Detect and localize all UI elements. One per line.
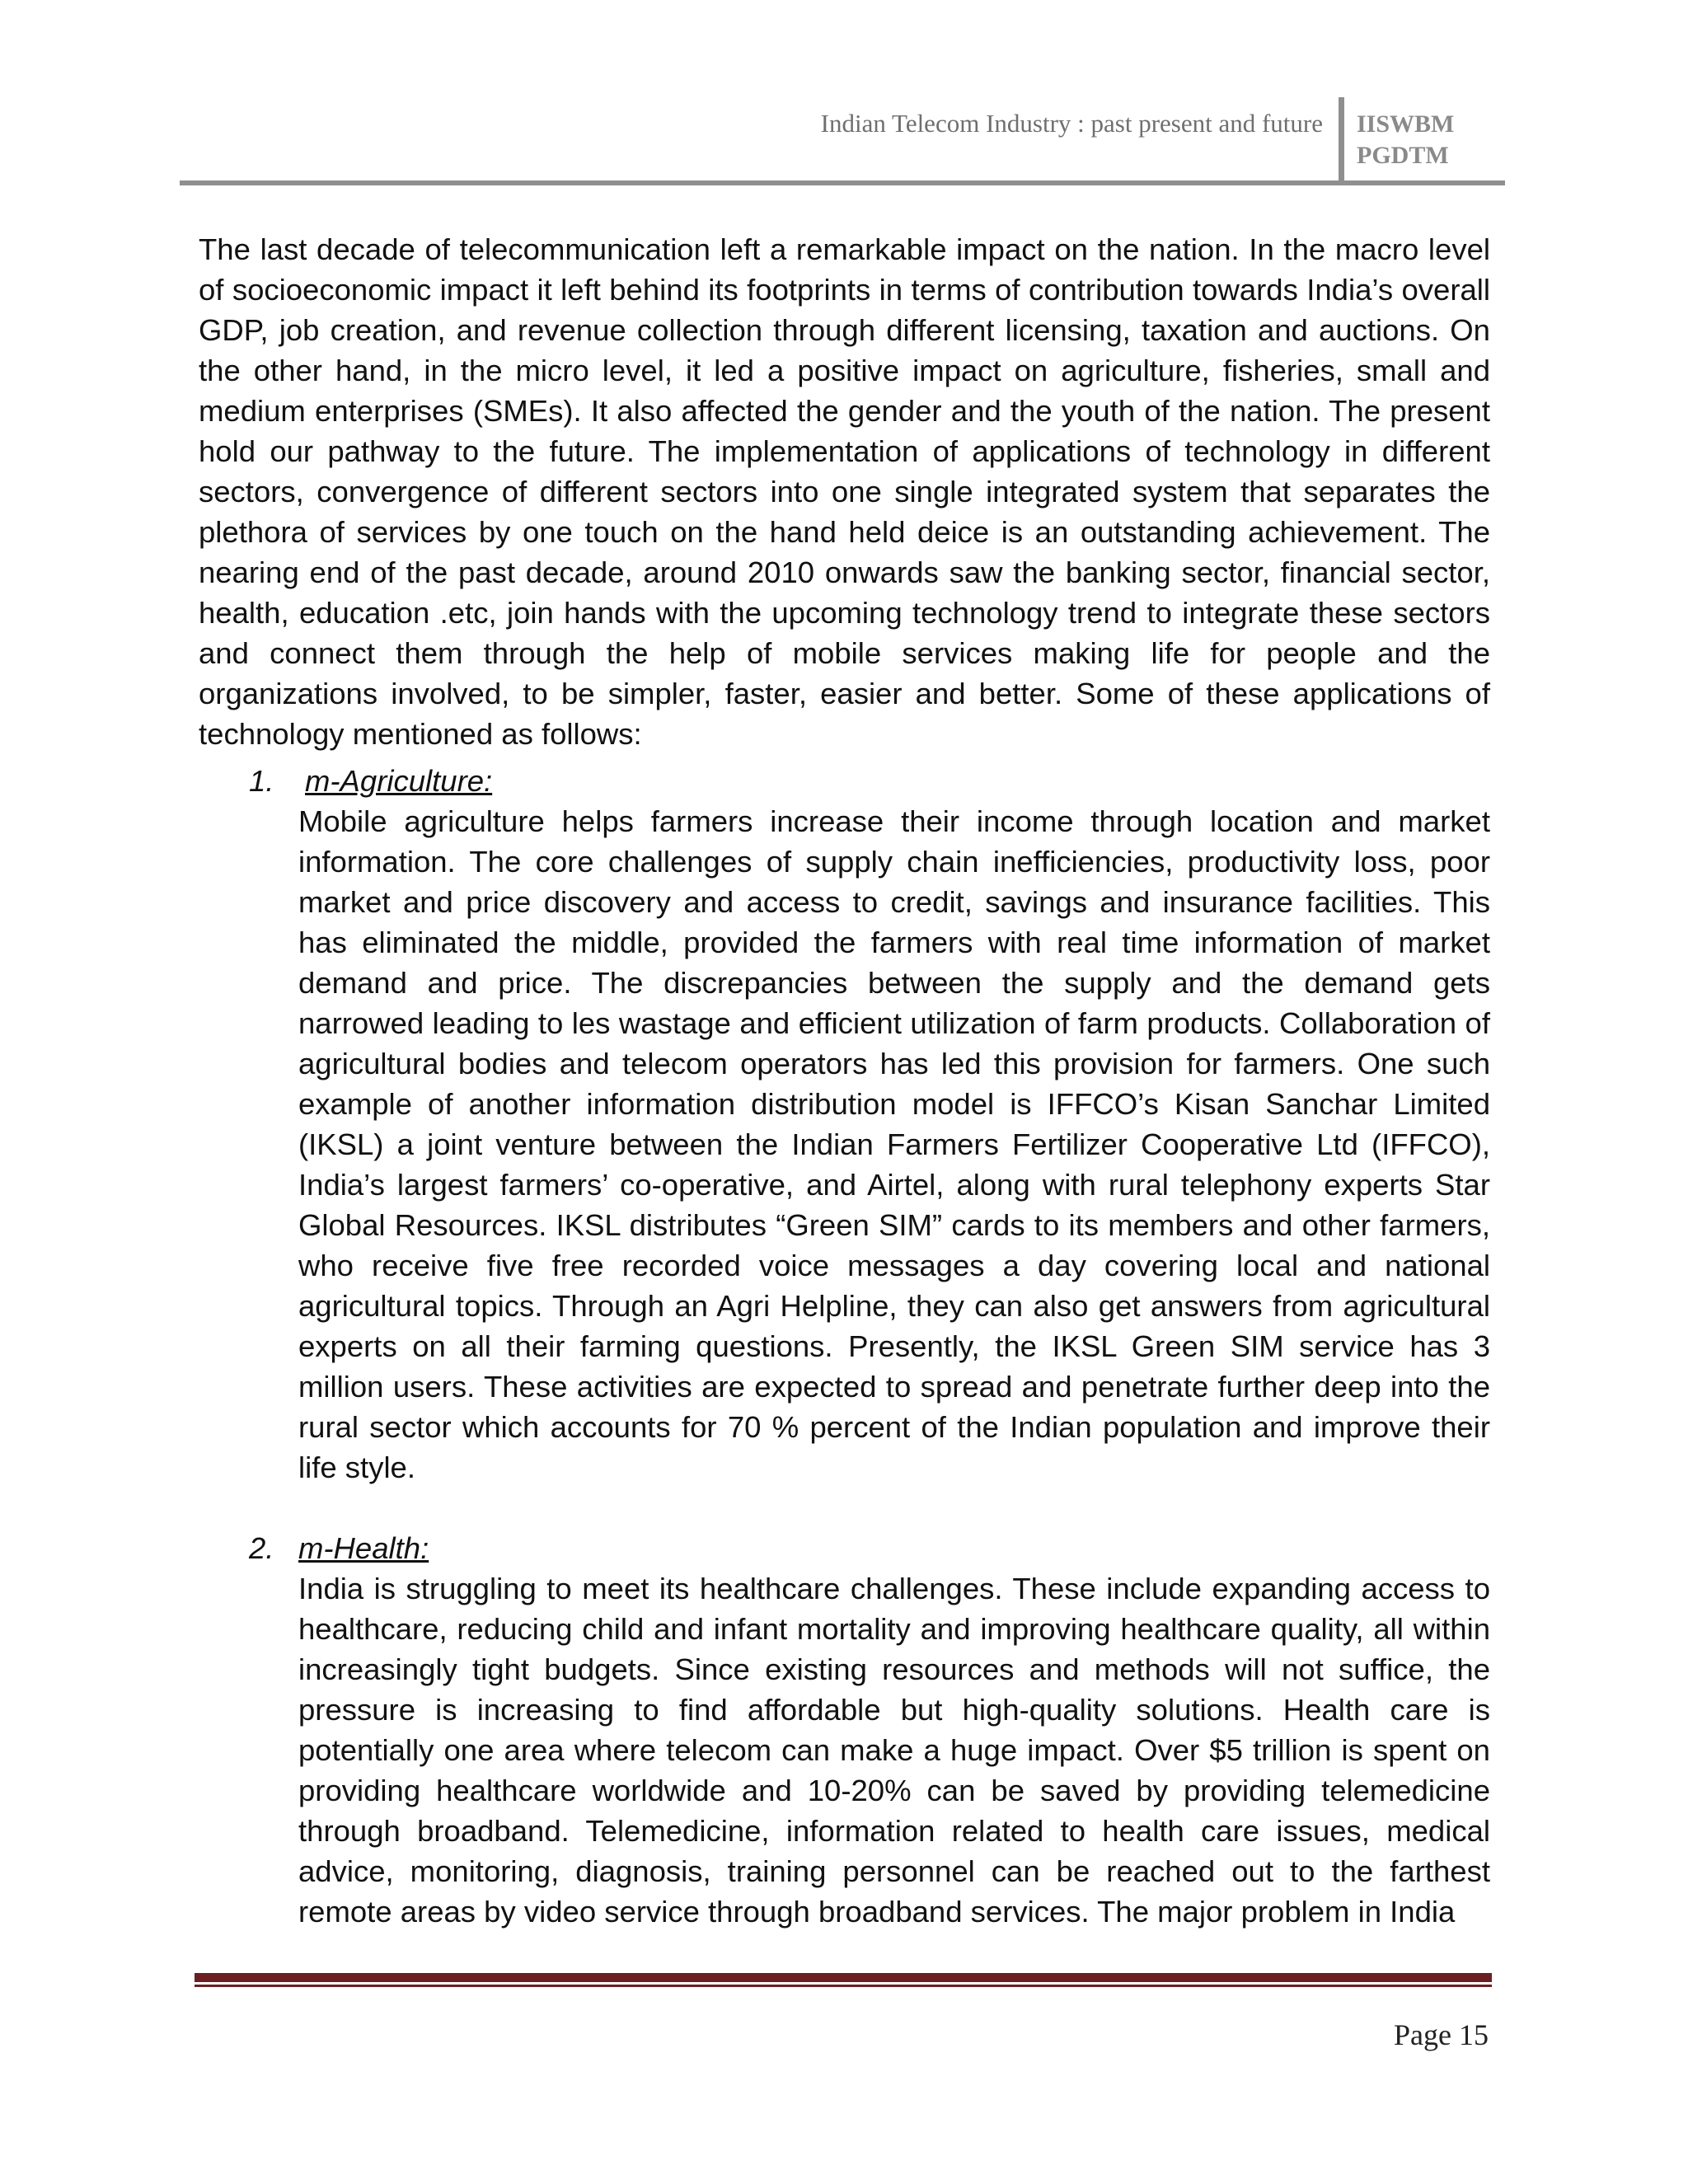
footer-rule-thin (195, 1985, 1492, 1987)
list-item-text: Mobile agriculture helps farmers increase their income through location and market information. The core challenges of supply chain inefficiencies, productivity loss, poor market and price discovery and access to credit, savings and insurance facilities. This has eliminated the middle, provided the farmers with real time information of market demand and price. The discrepancies between the supply and the demand gets narrowed leading to les wastage and efficient utilization of farm products. Collaboration of agricultural bodies and telecom operators has led this provision for farmers. One such example of another information distribution model is IFFCO’s Kisan Sanchar Limited (IKSL) a joint venture between the Indian Farmers Fertilizer Cooperative Ltd (IFFCO), India’s largest farmers’ co-operative, and Airtel, along with rural telephony experts Star Global Resources. IKSL distributes “Green SIM” cards to its members and other farmers, who receive five free recorded voice messages a day covering local and national agricultural topics. Through an Agri Helpline, they can also get answers from agricultural experts on all their farming questions. Presently, the IKSL Green SIM service has 3 million users. These activities are expected to spread and penetrate further deep into the rural sector which accounts for 70 % percent of the Indian population and improve their life style. (298, 804, 1490, 1484)
header-org-line1: IISWBM (1357, 110, 1455, 138)
applications-list (199, 761, 1490, 1932)
list-item-text: India is struggling to meet its healthcare challenges. These include expanding access to healthcare, reducing child and infant mortality and improving healthcare quality, all within increasingly tight budgets. Since existing resources and methods will not suffice, the pressure is increasing to find affordable but high-quality solutions. Health care is potentially one area where telecom can make a huge impact. Over $5 trillion is spent on providing healthcare worldwide and 10-20% can be saved by providing telemedicine through broadband. Telemedicine, information related to health care issues, medical advice, monitoring, diagnosis, training personnel can be reached out to the farthest remote areas by video service through broadband services. The major problem in India (298, 1572, 1490, 1929)
header-rule (180, 180, 1505, 185)
header-org (1357, 109, 1454, 171)
list-item-m-health (199, 1528, 1490, 1932)
intro-paragraph: The last decade of telecommunication left a remarkable impact on the nation. In the macro level of socioeconomic impact it left behind its footprints in terms of contribution towards India’s overall GDP, job creation, and revenue collection through different licensing, taxation and auctions. On the other hand, in the micro level, it led a positive impact on agriculture, fisheries, small and medium enterprises (SMEs). It also affected the gender and the youth of the nation. The present hold our pathway to the future. The implementation of applications of technology in different sectors, convergence of different sectors into one single integrated system that separates the plethora of services by one touch on the hand held deice is an outstanding achievement. The nearing end of the past decade, around 2010 onwards saw the banking sector, financial sector, health, education .etc, join hands with the upcoming technology trend to integrate these sectors and connect them through the help of mobile services making life for people and the organizations involved, to be simpler, faster, easier and better. Some of these applications of technology mentioned as follows: (199, 232, 1490, 751)
page-number: Page 15 (1394, 2018, 1489, 2051)
header-separator (1339, 97, 1344, 185)
footer-rule-thick (195, 1973, 1492, 1982)
list-item-title: m-Health: (298, 1531, 429, 1565)
body-content (199, 229, 1490, 1932)
list-item-title: m-Agriculture: (305, 764, 493, 798)
list-item-number: 2. (249, 1531, 274, 1565)
header-org-line2: PGDTM (1357, 142, 1449, 169)
list-item-m-agriculture (199, 761, 1490, 1488)
list-item-number: 1. (249, 764, 274, 798)
header-title: Indian Telecom Industry : past present and future (820, 109, 1323, 138)
